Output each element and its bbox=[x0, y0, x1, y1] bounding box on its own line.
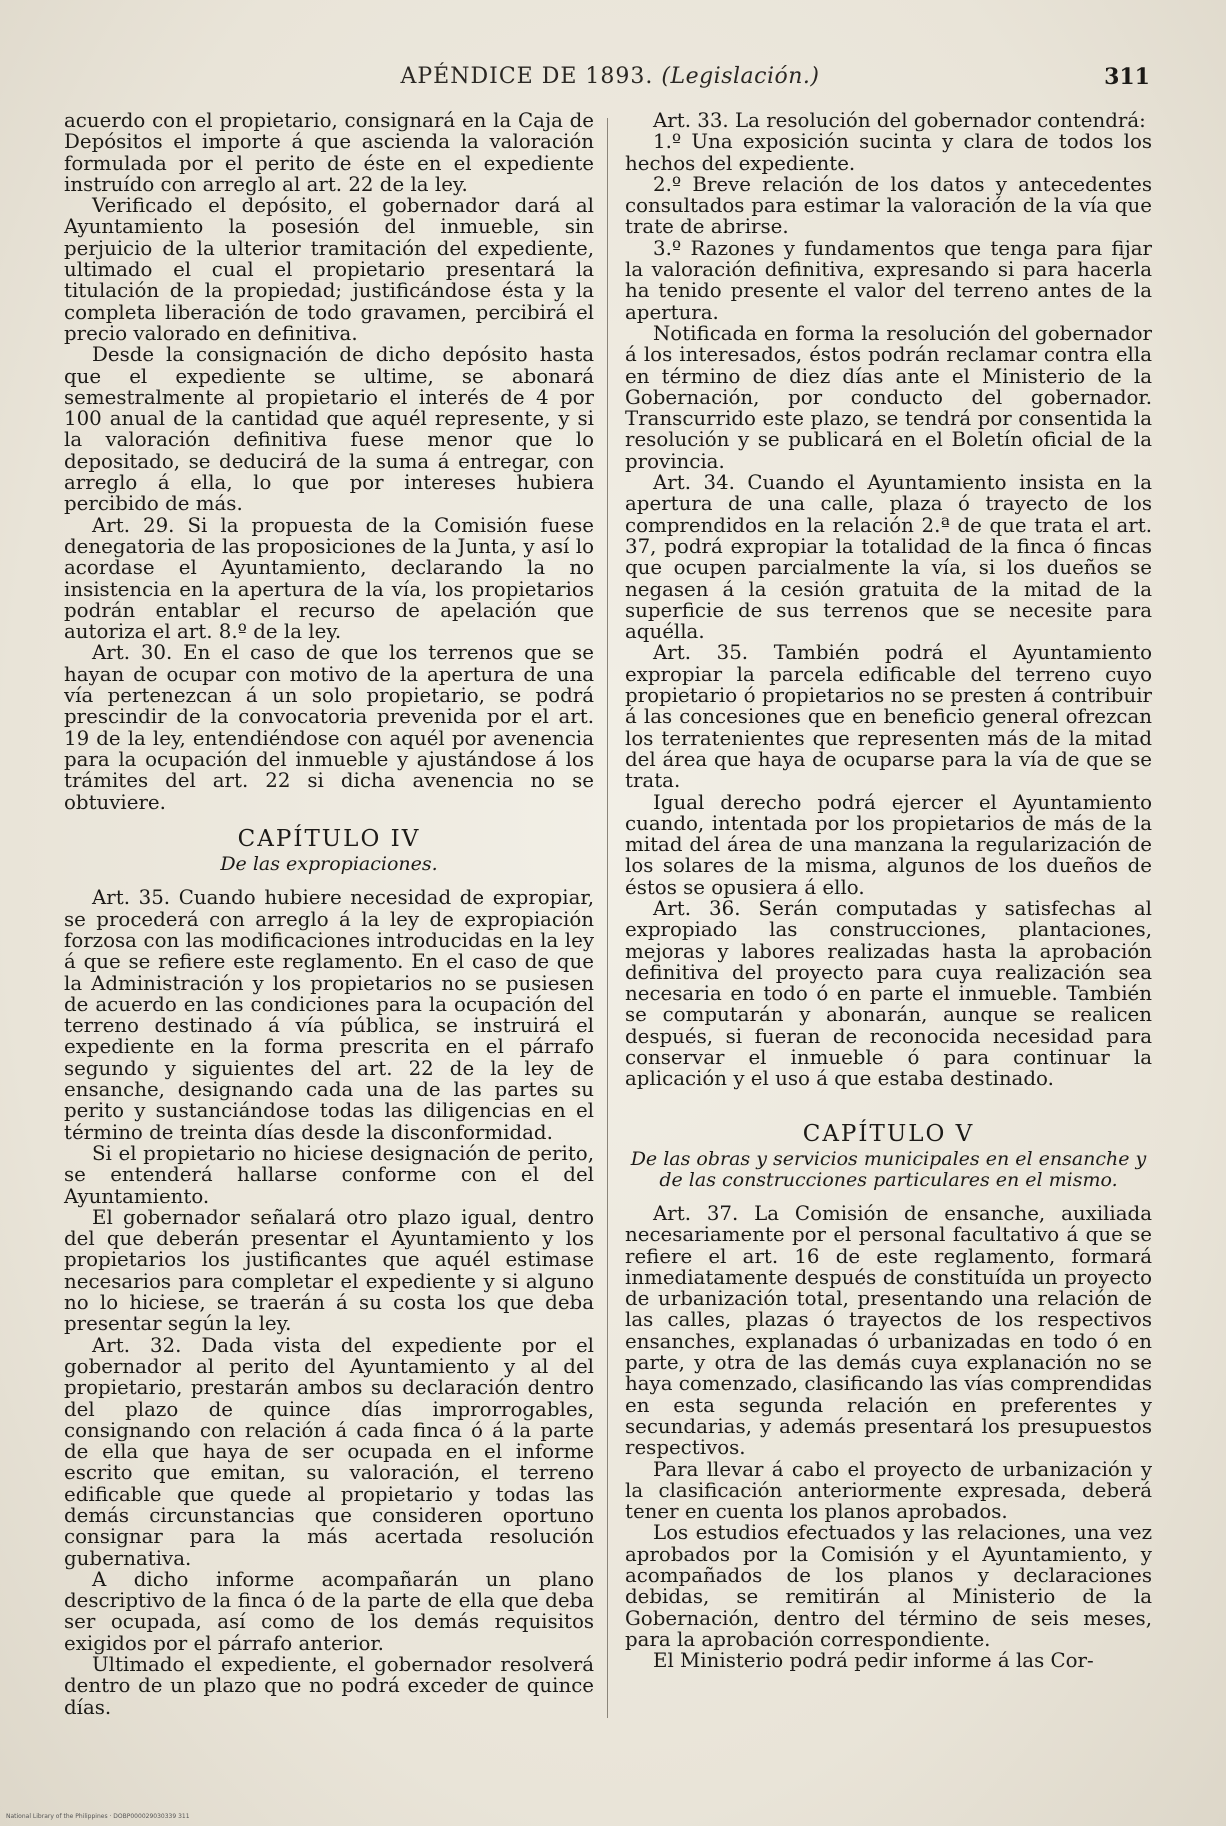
paragraph: 1.º Una exposición sucinta y clara de todos los hechos del expediente. bbox=[625, 130, 1152, 175]
paragraph: Art. 30. En el caso de que los terrenos que se hayan de ocupar con motivo de la apertura de una vía pertenezcan á un solo propietario, se podrá prescindir de la convocatoria prevenida por el art. 19 de la ley, entendiéndose con aquél por avenencia para la ocupación del inmueble y ajustándose á los trámites del art. 22 si dicha avenencia no se obtuviere. bbox=[64, 641, 594, 814]
paragraph: Art. 32. Dada vista del expediente por el gobernador al perito del Ayuntamiento y al del propietario, prestarán ambos su declaración dentro del plazo de quince días improrrogables, consignando con relación á cada finca ó á la parte de ella que haya de ser ocupada en el informe escrito que emitan, su valoración, el terreno edificable que quede al propietario y todas las demás circunstancias que consideren oportuno consignar para la más acertada resolución gubernativa. bbox=[64, 1333, 594, 1570]
chapter-iv-subtitle: De las expropiaciones. bbox=[220, 853, 438, 876]
chapter-v-title: CAPÍTULO V bbox=[802, 1120, 975, 1147]
paragraph: El gobernador señalará otro plazo igual, dentro del que deberán presentar el Ayuntamiento y los propietarios los justificantes que aquél estimase necesarios para completar el expediente y si alguno no lo hiciese, se traerán á su costa los que deba presentar según la ley. bbox=[64, 1205, 594, 1336]
paragraph: 3.º Razones y fundamentos que tenga para fijar la valoración definitiva, expresando si para hacerla ha tenido presente el valor del terreno antes de la apertura. bbox=[625, 236, 1152, 324]
paragraph: Ultimado el expediente, el gobernador resolverá dentro de un plazo que no podrá exceder de quince días. bbox=[64, 1653, 594, 1719]
paragraph: El Ministerio podrá pedir informe á las Cor- bbox=[653, 1649, 1094, 1673]
paragraph: Los estudios efectuados y las relaciones, una vez aprobados por la Comisión y el Ayuntamiento, y acompañados de los planos y declaraciones debidas, se remitirán al Ministerio de la Gobernación, dentro del término de seis meses, para la aprobación correspondiente. bbox=[625, 1521, 1152, 1651]
header-title-text: APÉNDICE DE 1893. bbox=[400, 64, 654, 89]
paragraph: Igual derecho podrá ejercer el Ayuntamiento cuando, intentada por los propietarios de más de la mitad del área de una manzana la regularización de los solares de la misma, algunos de los dueños de éstos se opusiera á ello. bbox=[625, 790, 1152, 899]
header-subtitle: (Legislación.) bbox=[661, 64, 820, 89]
chapter-v-subtitle: De las obras y servicios municipales en el ensanche y de las construcciones particulares en el mismo. bbox=[630, 1147, 1147, 1191]
paragraph: A dicho informe acompañarán un plano descriptivo de la finca ó de la parte de ella que deba ser ocupada, así como de los demás requisitos exigidos por el párrafo anterior. bbox=[64, 1567, 594, 1655]
paragraph: Art. 33. La resolución del gobernador contendrá: bbox=[653, 109, 1146, 132]
paragraph: acuerdo con el propietario, consignará en la Caja de Depósitos el importe á que ascienda la valoración formulada por el perito de éste en el expediente instruído con arreglo al art. 22 de la ley. bbox=[64, 109, 594, 196]
paragraph: 2.º Breve relación de los datos y antecedentes consultados para estimar la valoración de la vía que trate de abrirse. bbox=[625, 172, 1152, 239]
running-header bbox=[70, 64, 1150, 98]
chapter-iv-title: CAPÍTULO IV bbox=[237, 825, 421, 852]
scan-footer: National Library of the Philippines · DOBP000029030339 311 bbox=[6, 1813, 190, 1820]
paragraph: Art. 35. Cuando hubiere necesidad de expropiar, se procederá con arreglo á la ley de expropiación forzosa con las modificaciones introducidas en la ley á que se refiere este reglamento. En el caso de que la Administración y los propietarios no se pusiesen de acuerdo en las condiciones para la ocupación del terreno destinado á vía pública, se instruirá el expediente en la forma prescrita en el párrafo segundo y siguientes del art. 22 de la ley de ensanche, designando cada una de las partes su perito y sustanciándose todas las diligencias en el término de treinta días desde la disconformidad. bbox=[64, 886, 594, 1144]
left-column bbox=[64, 110, 594, 1718]
paragraph: Notificada en forma la resolución del gobernador á los interesados, éstos podrán reclamar contra ella en término de diez días ante el Ministerio de la Gobernación, por conducto del gobernador. Transcurrido este plazo, se tendrá por consentida la resolución y se publicará en el Boletín oficial de la provincia. bbox=[625, 321, 1152, 473]
right-column bbox=[625, 110, 1152, 1671]
paragraph: Art. 29. Si la propuesta de la Comisión fuese denegatoria de las proposiciones de la Junta, y así lo acordase el Ayuntamiento, declarando la no insistencia en la apertura de la vía, los propietarios podrán entablar el recurso de apelación que autoriza el art. 8.º de la ley. bbox=[64, 513, 594, 644]
paragraph: Art. 35. También podrá el Ayuntamiento expropiar la parcela edificable del terreno cuyo propietario ó propietarios no se presten á contribuir á las concesiones que en beneficio general ofrezcan los terratenientes que representen más de la mitad del área que haya de ocuparse para la vía de que se trata. bbox=[625, 641, 1152, 793]
paragraph: Art. 37. La Comisión de ensanche, auxiliada necesariamente por el personal facultativo á que se refiere el art. 16 de este reglamento, formará inmediatamente después de constituída un proyecto de urbanización total, presentando una relación de las calles, plazas ó trayectos de los respectivos ensanches, explanadas ó urbanizadas en todo ó en parte, y otra de las demás cuya explanación no se haya comenzado, clasificando las vías comprendidas en esta segunda relación en preferentes y secundarias, y además presentará los presupuestos respectivos. bbox=[625, 1201, 1152, 1460]
paragraph: Desde la consignación de dicho depósito hasta que el expediente se ultime, se abonará semestralmente al propietario el interés de 4 por 100 anual de la cantidad que aquél represente, y si la valoración definitiva fuese menor que lo depositado, se deducirá de la suma á entregar, con arreglo á ella, lo que por intereses hubiera percibido de más. bbox=[64, 343, 594, 516]
page-number: 311 bbox=[1104, 64, 1150, 90]
header-title bbox=[70, 64, 1150, 89]
column-divider bbox=[607, 118, 608, 1718]
paragraph: Verificado el depósito, el gobernador dará al Ayuntamiento la posesión del inmueble, sin perjuicio de la ulterior tramitación del expediente, ultimado el cual el propietario presentará la titulación de la propiedad; justificándose ésta y la completa liberación de todo gravamen, percibirá el precio valorado en definitiva. bbox=[64, 194, 594, 345]
paragraph: Si el propietario no hiciese designación de perito, se entenderá hallarse conforme con el del Ayuntamiento. bbox=[64, 1141, 594, 1208]
paragraph: Art. 34. Cuando el Ayuntamiento insista en la apertura de una calle, plaza ó trayecto de los comprendidos en la relación 2.ª de que trata el art. 37, podrá expropiar la totalidad de la finca ó fincas que ocupen parcialmente la vía, si los dueños se negasen á la cesión gratuita de la mitad de la superficie de sus terrenos que se necesite para aquélla. bbox=[625, 471, 1152, 644]
paragraph: Art. 36. Serán computadas y satisfechas al expropiado las construcciones, plantaciones, mejoras y labores realizadas hasta la aprobación definitiva del proyecto para cuya realización sea necesaria en todo ó en parte el inmueble. También se computarán y abonarán, aunque se realicen después, si fueran de reconocida necesidad para conservar el inmueble ó para continuar la aplicación y el uso á que estaba destinado. bbox=[625, 896, 1152, 1091]
paragraph: Para llevar á cabo el proyecto de urbanización y la clasificación anteriormente expresada, deberá tener en cuenta los planos aprobados. bbox=[625, 1457, 1152, 1524]
